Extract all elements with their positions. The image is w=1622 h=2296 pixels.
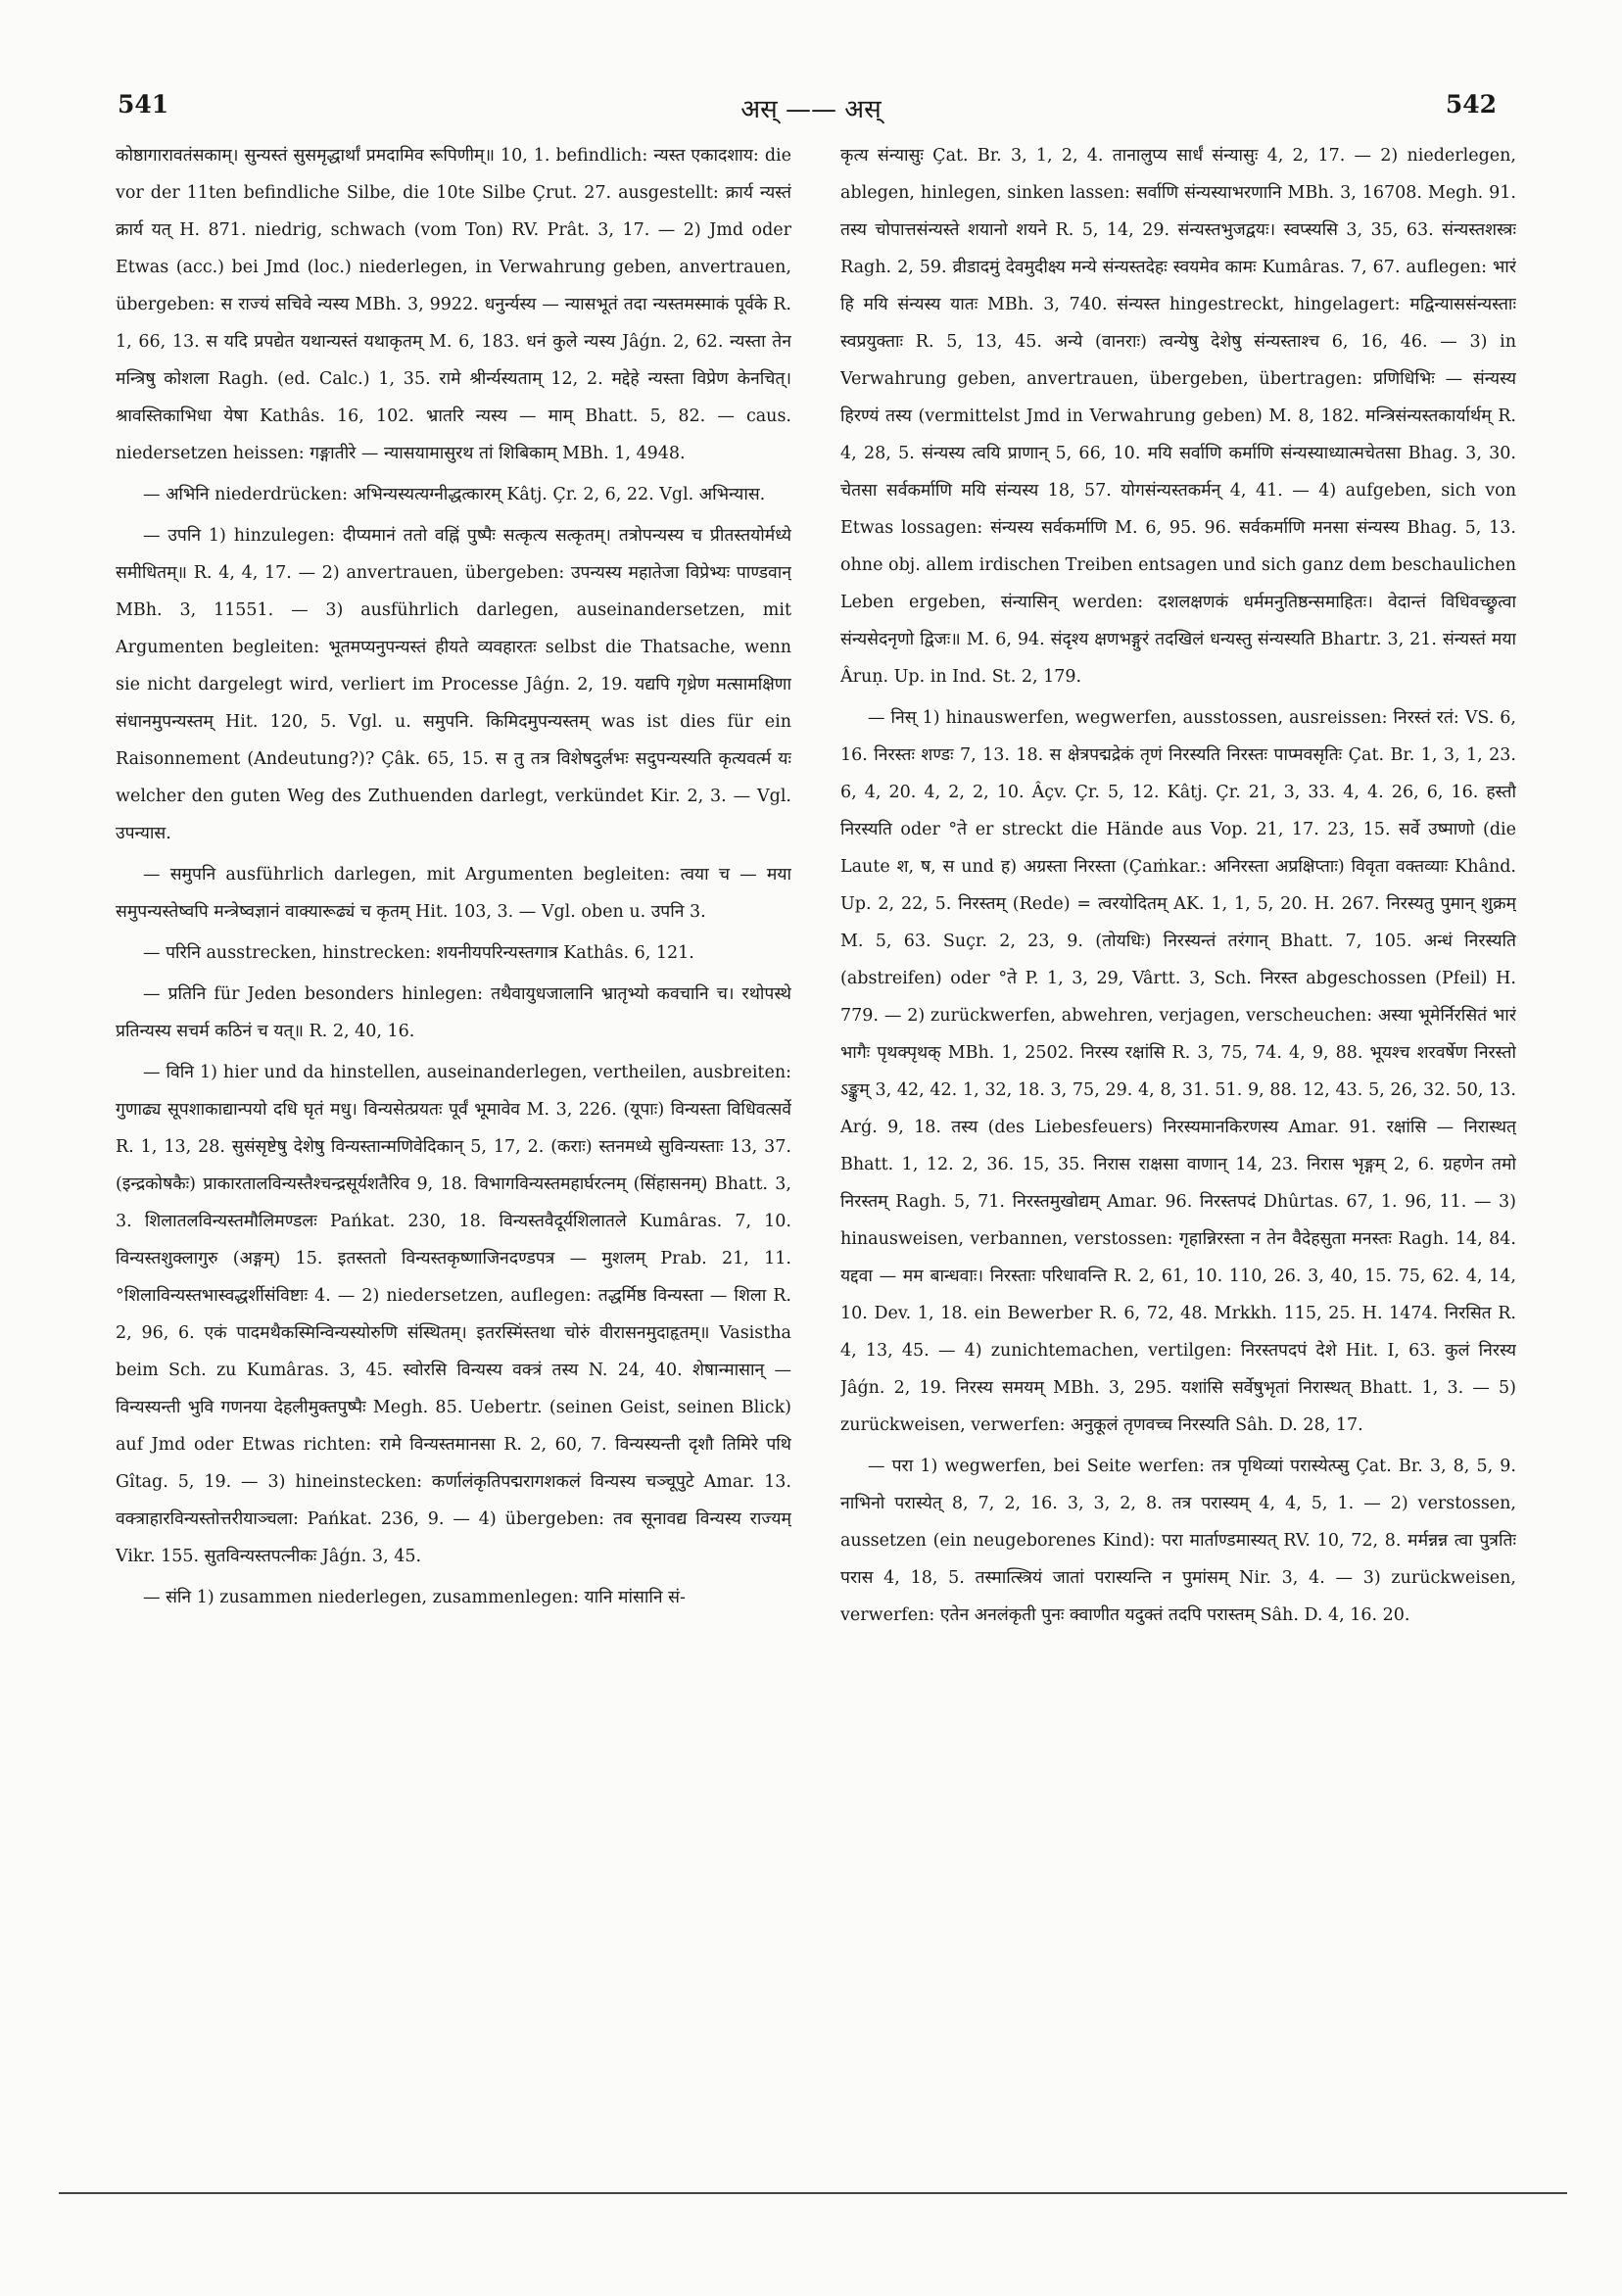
running-title: अस् —— अस्	[740, 95, 882, 124]
footer-rule	[59, 2192, 1567, 2194]
entry-paragraph: — परा 1) wegwerfen, bei Seite werfen: तत्र पृथिव्यां परास्येत्प्सु Çat. Br. 3, 8, 5, 9. नाभिनो परास्येत् 8, 7, 2, 16. 3, 3, 2, 8. तत्र परास्यम् 4, 4, 5, 1. — 2) verstossen, aussetzen (ein neugeborenes Kind): परा मार्ताण्डमास्यत् RV. 10, 72, 8. मर्मन्नन्न त्वा पुत्रतिः परास 4, 18, 5. तस्मात्स्त्रियं जातां परास्यन्ति न पुमांसम् Nir. 3, 4. — 3) zurückweisen, verwerfen: एतेन अनलंकृती पुनः क्वाणीत यदुक्तं तदपि परास्तम् Sâh. D. 4, 16. 20.	[840, 1457, 1516, 1625]
right-page-number: 542	[1445, 90, 1497, 119]
entry-paragraph: कोष्ठागारावतंसकाम्। सुन्यस्तं सुसमृद्धार्थां प्रमदामिव रूपिणीम्॥ 10, 1. befindlich: न्यस्त एकादशाय: die vor der 11ten befindliche Silbe, die 10te Silbe Çrut. 27. ausgestellt: क्रार्य न्यस्तं क्रार्य यत् H. 871. niedrig, schwach (vom Ton) RV. Prât. 3, 17. — 2) Jmd oder Etwas (acc.) bei Jmd (loc.) niederlegen, in Verwahrung geben, anvertrauen, übergeben: स राज्यं सचिवे न्यस्य MBh. 3, 9922. धनुर्न्यस्य — न्यासभूतं तदा न्यस्तमस्माकं पूर्वके R. 1, 66, 13. स यदि प्रपद्येत यथान्यस्तं यथाकृतम् M. 6, 183. धनं कुले न्यस्य Jâǵn. 2, 62. न्यस्ता तेन मन्त्रिषु कोशला Ragh. (ed. Calc.) 1, 35. रामे श्रीर्न्यस्यताम् 12, 2. मद्देहे न्यस्ता विप्रेण केनचित्। श्रावस्तिकाभिधा येषा Kathâs. 16, 102. भ्रातरि न्यस्य — माम् Bhatt. 5, 82. — caus. niedersetzen heissen: गङ्गातीरे — न्यासयामासुरथ तां शिबिकाम् MBh. 1, 4948.	[116, 146, 791, 463]
entry-paragraph: कृत्य संन्यासुः Çat. Br. 3, 1, 2, 4. तानालुप्य सार्धं संन्यासुः 4, 2, 17. — 2) niederlegen, ablegen, hinlegen, sinken lassen: सर्वाणि संन्यस्याभरणानि MBh. 3, 16708. Megh. 91. तस्य चोपात्तसंन्यस्ते शयानो शयने R. 5, 14, 29. संन्यस्तभुजद्वयः। स्वप्स्यसि 3, 35, 63. संन्यस्तशस्त्रः Ragh. 2, 59. व्रीडादमुं देवमुदीक्ष्य मन्ये संन्यस्तदेहः स्वयमेव कामः Kumâras. 7, 67. auflegen: भारं हि मयि संन्यस्य यातः MBh. 3, 740. संन्यस्त hingestreckt, hingelagert: मद्विन्याससंन्यस्ताः स्वप्रयुक्ताः R. 5, 13, 45. अन्ये (वानराः) त्वन्येषु देशेषु संन्यस्ताश्च 6, 16, 46. — 3) in Verwahrung geben, anvertrauen, übergeben, übertragen: प्रणिधिभिः — संन्यस्य हिरण्यं तस्य (vermittelst Jmd in Verwahrung geben) M. 8, 182. मन्त्रिसंन्यस्तकार्यार्थम् R. 4, 28, 5. संन्यस्य त्वयि प्राणान् 5, 66, 10. मयि सर्वाणि कर्माणि संन्यस्याध्यात्मचेतसा Bhag. 3, 30. चेतसा सर्वकर्माणि मयि संन्यस्य 18, 57. योगसंन्यस्तकर्मन् 4, 41. — 4) aufgeben, sich von Etwas lossagen: संन्यस्य सर्वकर्माणि M. 6, 95. 96. सर्वकर्माणि मनसा संन्यस्य Bhag. 5, 13. ohne obj. allem irdischen Treiben entsagen und sich ganz dem beschaulichen Leben ergeben, संन्यासिन् werden: दशलक्षणकं धर्ममनुतिष्ठन्समाहितः। वेदान्तं विधिवच्छ्रुत्वा संन्यसेदनृणो द्विजः॥ M. 6, 94. संदृश्य क्षणभङ्गुरं तदखिलं धन्यस्तु संन्यस्यति Bhartr. 3, 21. संन्यस्तं मया Âruṇ. Up. in Ind. St. 2, 179.	[840, 146, 1516, 687]
entry-paragraph: — समुपनि ausführlich darlegen, mit Argumenten begleiten: त्वया च — मया समुपन्यस्तेष्वपि मन्त्रेष्वज्ञानं वाक्यारूढ्यं च कृतम् Hit. 103, 3. — Vgl. oben u. उपनि 3.	[116, 865, 791, 922]
page-header	[0, 90, 1622, 129]
entry-paragraph: — प्रतिनि für Jeden besonders hinlegen: तथैवायुधजालानि भ्रातृभ्यो कवचानि च। रथोपस्थे प्रतिन्यस्य सचर्म कठिनं च यत्॥ R. 2, 40, 16.	[116, 984, 791, 1041]
left-column	[116, 137, 791, 2135]
right-column	[840, 137, 1516, 2135]
entry-paragraph: — उपनि 1) hinzulegen: दीप्यमानं ततो वह्निं पुष्पैः सत्कृत्य सत्कृतम्। तत्रोपन्यस्य च प्रीतस्तयोर्मध्ये समीधितम्॥ R. 4, 4, 17. — 2) anvertrauen, übergeben: उपन्यस्य महातेजा विप्रेभ्यः पाण्डवान् MBh. 3, 11551. — 3) ausführlich darlegen, auseinandersetzen, mit Argumenten begleiten: भूतमप्यनुपन्यस्तं हीयते व्यवहारतः selbst die Thatsache, wenn sie nicht dargelegt wird, verliert im Processe Jâǵn. 2, 19. यद्यपि गृध्रेण मत्सामक्षिणा संधानमुपन्यस्तम् Hit. 120, 5. Vgl. u. समुपनि. किमिदमुपन्यस्तम् was ist dies für ein Raisonnement (Andeutung?)? Çâk. 65, 15. स तु तत्र विशेषदुर्लभः सदुपन्यस्यति कृत्यवर्त्म यः welcher den guten Weg des Zuthuenden darlegt, verkündet Kir. 2, 3. — Vgl. उपन्यास.	[116, 526, 791, 843]
entry-paragraph: — विनि 1) hier und da hinstellen, auseinanderlegen, vertheilen, ausbreiten: गुणाढ्य सूपशाकाद्यान्पयो दधि घृतं मधु। विन्यसेत्प्रयतः पूर्वं भूमावेव M. 3, 226. (यूपाः) विन्यस्ता विधिवत्सर्वे R. 1, 13, 28. सुसंसृष्टेषु देशेषु विन्यस्तान्मणिवेदिकान् 5, 17, 2. (कराः) स्तनमध्ये सुविन्यस्ताः 13, 37. (इन्द्रकोषकैः) प्राकारतालविन्यस्तैश्चन्द्रसूर्यशतैरिव 9, 18. विभागविन्यस्तमहार्घरत्नम् (सिंहासनम्) Bhatt. 3, 3. शिलातलविन्यस्तमौलिमण्डलः Pańkat. 230, 18. विन्यस्तवैदूर्यशिलातले Kumâras. 7, 10. विन्यस्तशुक्लागुरु (अङ्गम्) 15. इतस्ततो विन्यस्तकृष्णाजिनदण्डपत्र — मुशलम् Prab. 21, 11. °शिलाविन्यस्तभास्वद्धर्शीसंविष्टाः 4. — 2) niedersetzen, auflegen: तद्धर्मिष्ठ विन्यस्ता — शिला R. 2, 96, 6. एकं पादमथैकस्मिन्विन्यस्योरुणि संस्थितम्। इतरस्मिंस्तथा चोरुं वीरासनमुदाहृतम्॥ Vasistha beim Sch. zu Kumâras. 3, 45. स्वोरसि विन्यस्य वक्त्रं तस्य N. 24, 40. शेषान्मासान् — विन्यस्यन्ती भुवि गणनया देहलीमुक्तपुष्पैः Megh. 85. Uebertr. (seinen Geist, seinen Blick) auf Jmd oder Etwas richten: रामे विन्यस्तमानसा R. 2, 60, 7. विन्यस्यन्ती दृशौ तिमिरे पथि Gîtag. 5, 19. — 3) hineinstecken: कर्णालंकृतिपद्मरागशकलं विन्यस्य चञ्चूपुटे Amar. 13. वक्त्राहारविन्यस्तोत्तरीयाञ्चला: Pańkat. 236, 9. — 4) übergeben: तव सूनावद्य विन्यस्य राज्यम् Vikr. 155. सुतविन्यस्तपत्नीकः Jâǵn. 3, 45.	[116, 1063, 791, 1566]
entry-paragraph: — निस् 1) hinauswerfen, wegwerfen, ausstossen, ausreissen: निरस्तं रतं: VS. 6, 16. निरस्तः शण्डः 7, 13. 18. स क्षेत्रपद्मद्रेकं तृणं निरस्यति निरस्तः पाप्मवसृतिः Çat. Br. 1, 3, 1, 23. 6, 4, 20. 4, 2, 2, 10. Âçv. Çr. 5, 12. Kâtj. Çr. 21, 3, 33. 4, 4. 26, 6, 16. हस्तौ निरस्यति oder °ते er streckt die Hände aus Vop. 21, 17. 23, 15. सर्वे उष्माणो (die Laute श, ष, स und ह) अग्रस्ता निरस्ता (Çaṁkar.: अनिरस्ता अप्रक्षिप्ताः) विवृता वक्तव्याः Khând. Up. 2, 22, 5. निरस्तम् (Rede) = त्वरयोदितम् AK. 1, 1, 5, 20. H. 267. निरस्यतु पुमान् शुक्रम् M. 5, 63. Suçr. 2, 23, 9. (तोयधिः) निरस्यन्तं तरंगान् Bhatt. 7, 105. अन्धं निरस्यति (abstreifen) oder °ते P. 1, 3, 29, Vârtt. 3, Sch. निरस्त abgeschossen (Pfeil) H. 779. — 2) zurückwerfen, abwehren, verjagen, verscheuchen: अस्या भूमेर्निरसितं भारं भागैः पृथक्पृथक् MBh. 1, 2502. निरस्य रक्षांसि R. 3, 75, 74. 4, 9, 88. भूयश्च शरवर्षेण निरस्तो ऽङ्कुम् 3, 42, 42. 1, 32, 18. 3, 75, 29. 4, 8, 31. 51. 9, 88. 12, 43. 5, 26, 32. 50, 13. Arǵ. 9, 18. तस्य (des Liebesfeuers) निरस्यमानकिरणस्य Amar. 91. रक्षांसि — निरास्थत् Bhatt. 1, 12. 2, 36. 15, 35. निरास राक्षसा वाणान् 14, 23. निरास भृङ्गम् 2, 6. ग्रहणेन तमो निरस्तम् Ragh. 5, 71. निरस्तमुखोद्यम् Amar. 96. निरस्तपदं Dhûrtas. 67, 1. 96, 11. — 3) hinausweisen, verbannen, verstossen: गृहान्निरस्ता न तेन वैदेहसुता मनस्तः Ragh. 14, 84. यद्दवा — मम बान्धवाः। निरस्ताः परिधावन्ति R. 2, 61, 10. 110, 26. 3, 40, 15. 75, 62. 4, 14, 10. Dev. 1, 18. ein Bewerber R. 6, 72, 48. Mrkkh. 115, 25. H. 1474. निरसित R. 4, 13, 45. — 4) zunichtemachen, vertilgen: निरस्तपदपं देशे Hit. I, 63. कुलं निरस्य Jâǵn. 2, 19. निरस्य समयम् MBh. 3, 295. यशांसि सर्वेषुभृतां निरास्थत् Bhatt. 1, 3. — 5) zurückweisen, verwerfen: अनुकूलं तृणवच्च निरस्यति Sâh. D. 28, 17.	[840, 708, 1516, 1435]
entry-paragraph: — अभिनि niederdrücken: अभिन्यस्यत्यग्नीद्धत्कारम् Kâtj. Çr. 2, 6, 22. Vgl. अभिन्यास.	[143, 485, 766, 504]
left-page-number: 541	[118, 90, 169, 119]
entry-paragraph: — संनि 1) zusammen niederlegen, zusammenlegen: यानि मांसानि सं-	[143, 1588, 686, 1607]
entry-paragraph: — परिनि ausstrecken, hinstrecken: शयनीयपरिन्यस्तगात्र Kathâs. 6, 121.	[143, 943, 694, 963]
